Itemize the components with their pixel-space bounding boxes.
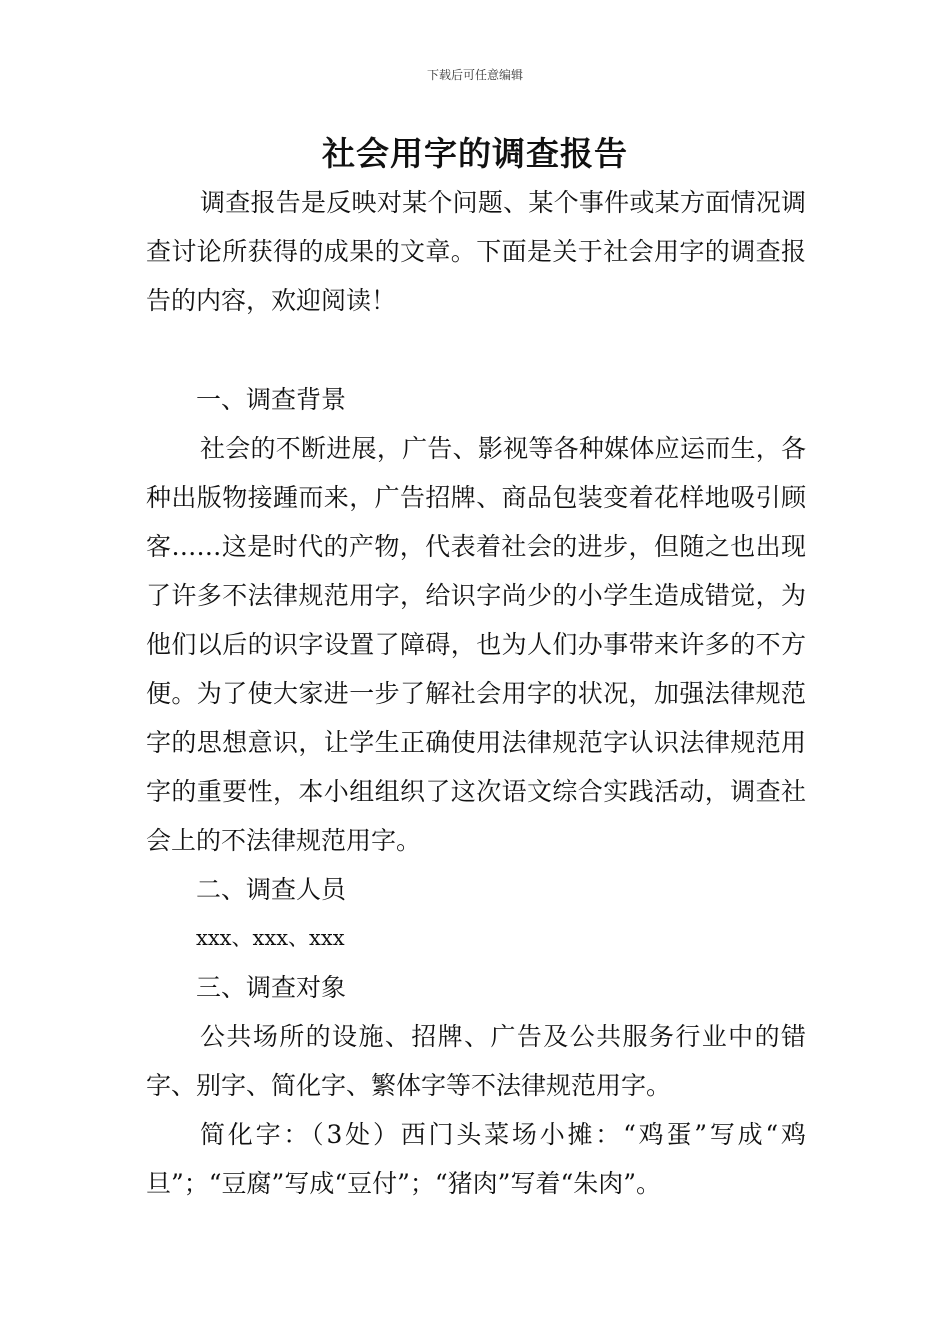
section-heading-background: 一、调查背景 xyxy=(196,385,347,414)
background-paragraph: 社会的不断进展，广告、影视等各种媒体应运而生，各种出版物接踵而来，广告招牌、商品包装变着花样地吸引顾客……这是时代的产物，代表着社会的进步，但随之也出现了许多不法律规范用字，给识字尚少的小学生造成错觉，为他们以后的识字设置了障碍，也为人们办事带来许多的不方便。为了使大家进一步了解社会用字的状况，加强法律规范字的思想意识，让学生正确使用法律规范字认识法律规范用字的重要性，本小组组织了这次语文综合实践活动，调查社会上的不法律规范用字。 xyxy=(146,434,806,855)
section-heading-members: 二、调查人员 xyxy=(196,875,347,904)
document-body xyxy=(146,178,806,1208)
paragraph-gap xyxy=(146,325,806,375)
header-note: 下载后可任意编辑 xyxy=(426,68,523,82)
members-paragraph: xxx、xxx、xxx xyxy=(196,926,345,950)
targets-paragraph: 公共场所的设施、招牌、广告及公共服务行业中的错字、别字、简化字、繁体字等不法律规范用字。 xyxy=(146,1022,806,1100)
section-heading-targets: 三、调查对象 xyxy=(196,973,347,1002)
document-title: 社会用字的调查报告 xyxy=(322,134,628,173)
intro-paragraph: 调查报告是反映对某个问题、某个事件或某方面情况调查讨论所获得的成果的文章。下面是关于社会用字的调查报告的内容，欢迎阅读！ xyxy=(146,188,806,315)
simplified-paragraph: 简化字：（3处）西门头菜场小摊：“鸡蛋”写成“鸡旦”；“豆腐”写成“豆付”；“猪肉”写着“朱肉”。 xyxy=(146,1120,806,1198)
